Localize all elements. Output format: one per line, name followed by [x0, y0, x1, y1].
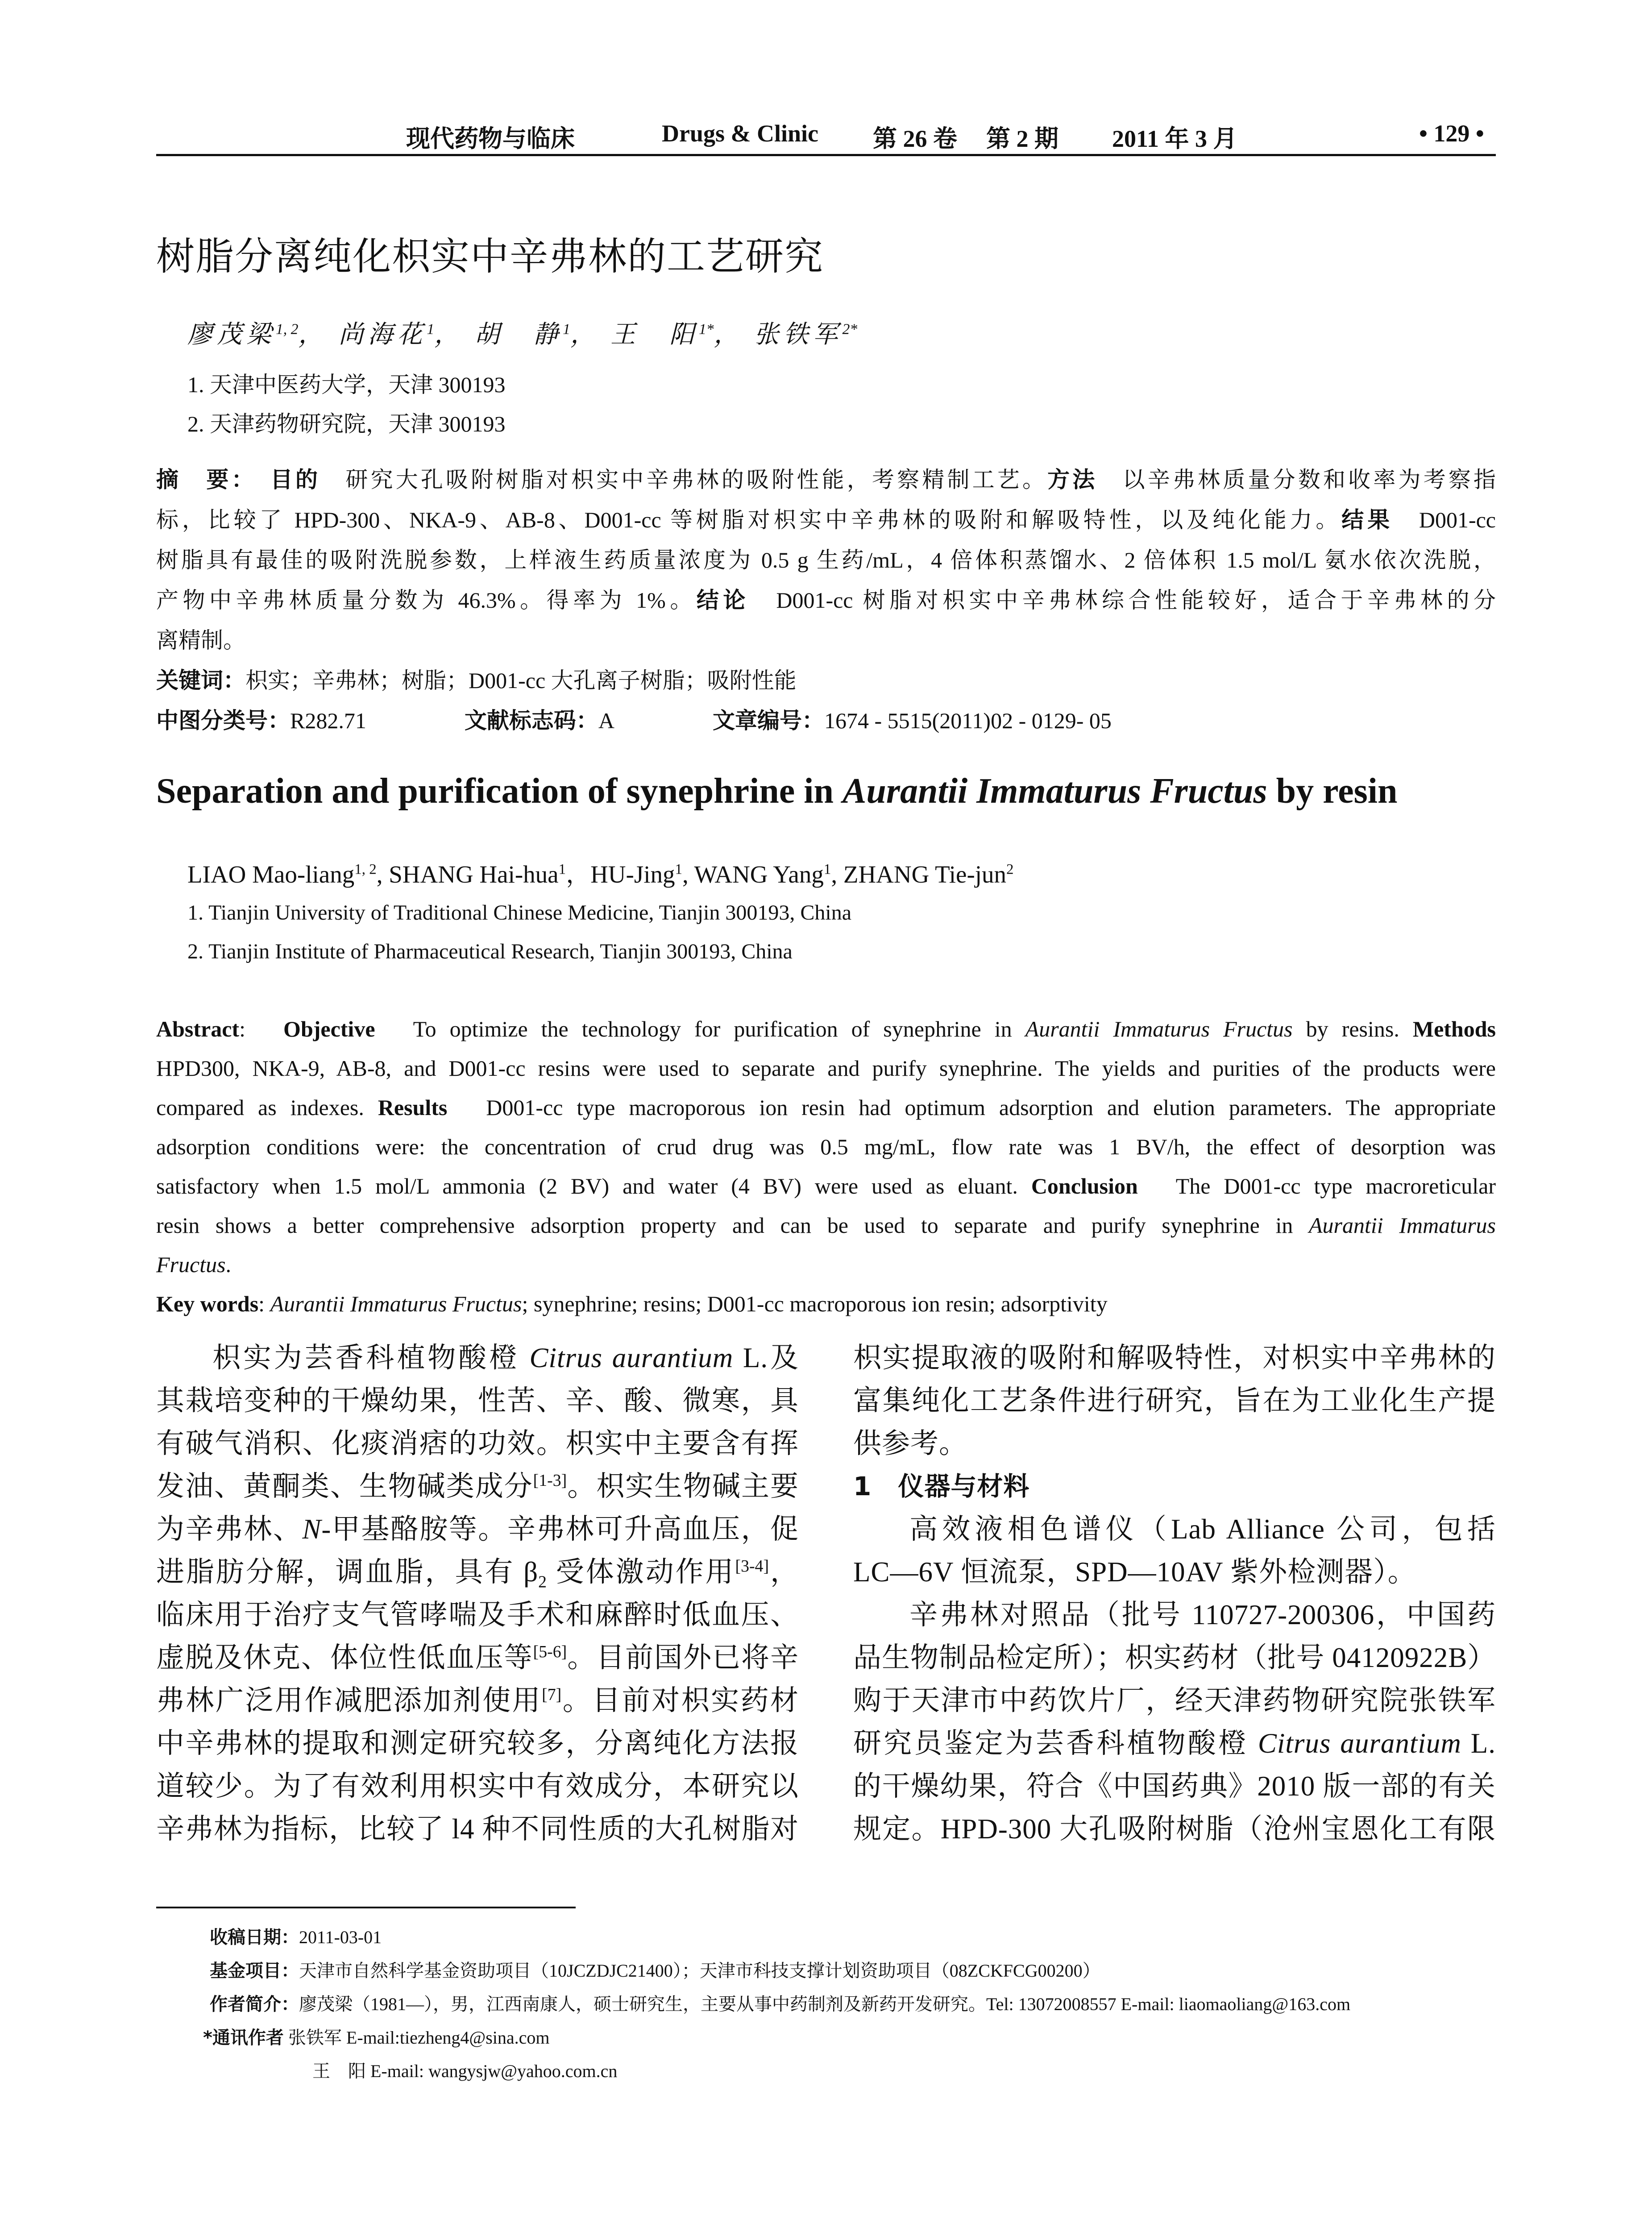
title-en-part: by resin — [1267, 771, 1398, 811]
abstract-en-label: Abstract — [156, 1016, 240, 1041]
subscript: 2 — [538, 1572, 548, 1592]
abstract-en-text: D001-cc type macroporous ion resin had optimum adsorption and elution parameters. The appropriate — [486, 1095, 1496, 1120]
affiliation-en: 1. Tianjin University of Traditional Chinese Medicine, Tianjin 300193, China — [187, 901, 852, 925]
footnote-bio — [210, 1990, 1350, 2015]
author-separator: ， — [434, 321, 464, 348]
title-en-part: Aurantii Immaturus Fructus — [843, 771, 1267, 811]
author-separator: ， — [298, 321, 328, 348]
keywords-text: 枳实；辛弗林；树脂；D001-cc 大孔离子树脂；吸附性能 — [245, 668, 797, 693]
citation: [7] — [542, 1685, 562, 1704]
footnote-text: 廖茂梁（1981—），男，江西南康人，硕士研究生，主要从事中药制剂及新药开发研究。Tel: 13072008557 E-mail: liaomaoliang@163.com — [299, 1994, 1351, 2014]
body-text: 购于天津市中药饮片厂，经天津药物研究院张铁军 — [853, 1685, 1496, 1716]
title-en — [156, 771, 1398, 812]
body-text: Citrus aurantium — [1258, 1728, 1461, 1759]
keywords-en-colon: : — [258, 1291, 270, 1316]
clc-label: 中图分类号： — [156, 708, 290, 734]
body-text: 临床用于治疗支气管哮喘及手术和麻醉时低血压、 — [156, 1599, 799, 1630]
abstract-en-colon: : — [239, 1016, 245, 1041]
citation: [1-3] — [533, 1471, 567, 1490]
body-text: N — [302, 1514, 322, 1545]
abstract-en-text: Fructus — [156, 1252, 226, 1277]
issue: 第 2 期 — [986, 125, 1058, 152]
body-text: 虚脱及休克、体位性低血压等 — [156, 1642, 533, 1673]
author-name: 张铁军 — [754, 321, 843, 348]
body-text: 弗林广泛用作减肥添加剂使用 — [156, 1685, 542, 1716]
author-affil-mark: 1 — [563, 321, 570, 338]
conclusion-label: 结论 — [696, 587, 750, 613]
abstract-en-text: satisfactory when 1.5 mol/L ammonia (2 BV) and water (4 BV) were used as eluant. — [156, 1174, 1031, 1198]
abstract-en — [156, 1009, 1496, 1323]
author-name: , SHANG Hai-hua — [376, 861, 559, 888]
abstract-en-text: Aurantii Immaturus Fructus — [1025, 1016, 1293, 1041]
body-text: L. — [1461, 1728, 1496, 1759]
author-separator: ， — [570, 321, 600, 348]
header-rule — [156, 154, 1496, 156]
footnote-text: 2011-03-01 — [299, 1927, 382, 1947]
citation: [3-4] — [735, 1557, 769, 1576]
keywords-en-text: Aurantii Immaturus Fructus — [270, 1291, 522, 1316]
abstract-cn — [156, 460, 1496, 741]
abstract-en-text: HPD300, NKA-9, AB-8, and D001-cc resins were used to separate and purify synephrine. The yields and purities of the products were — [156, 1056, 1496, 1081]
author-name: , ZHANG Tie-jun — [831, 861, 1007, 888]
affiliation-cn: 2. 天津药物研究院，天津 300193 — [187, 411, 506, 436]
author-affil-mark: 1 — [427, 321, 435, 338]
body-text: 。枳实生物碱主要 — [567, 1471, 799, 1502]
abstract-en-text: adsorption conditions were: the concentration of crud drug was 0.5 mg/mL, flow rate was 1 BV/h, the effect of desorption was — [156, 1134, 1496, 1159]
methods-label-en: Methods — [1412, 1016, 1496, 1041]
body-text: L.及 — [733, 1342, 799, 1373]
results-label: 结果 — [1341, 507, 1393, 533]
results-label-en: Results — [378, 1095, 448, 1120]
body-text: 其栽培变种的干燥幼果，性苦、辛、酸、微寒，具 — [156, 1385, 799, 1416]
body-text: Citrus aurantium — [529, 1342, 734, 1373]
body-text: 中辛弗林的提取和测定研究较多，分离纯化方法报 — [156, 1728, 799, 1759]
abstract-en-text: Aurantii Immaturus — [1309, 1213, 1496, 1238]
body-text: 辛弗林对照品（批号 110727-200306，中国药 — [909, 1599, 1496, 1630]
author-name: 廖茂梁 — [187, 321, 276, 348]
abstract-text: 离精制。 — [156, 628, 245, 653]
author-affil-mark: 1 — [558, 861, 566, 878]
affiliation-cn: 1. 天津中医药大学，天津 300193 — [187, 372, 506, 397]
author-name: LIAO Mao-liang — [187, 861, 355, 888]
abstract-text: 以辛弗林质量分数和收率为考察指 — [1122, 467, 1496, 492]
article-no-value: 1674 - 5515(2011)02 - 0129- 05 — [824, 708, 1112, 733]
body-column-left — [156, 1336, 799, 1850]
body-text: 研究员鉴定为芸香科植物酸橙 — [853, 1728, 1258, 1759]
affiliation-en: 2. Tianjin Institute of Pharmaceutical Research, Tianjin 300193, China — [187, 940, 793, 963]
footnote-corresponding-2: 王 阳 E-mail: wangysjw@yahoo.com.cn — [312, 2061, 618, 2081]
doc-code-value: A — [598, 708, 614, 733]
section-heading: 1 仪器与材料 — [853, 1471, 1030, 1501]
author-affil-mark: 2* — [842, 321, 858, 338]
footnote-label: 收稿日期： — [210, 1927, 299, 1948]
abstract-text: 标，比较了 HPD-300、NKA-9、AB-8、D001-cc 等树脂对枳实中辛弗林的吸附和解吸特性，以及纯化能力。 — [156, 507, 1342, 532]
author-affil-mark: 1* — [698, 321, 714, 338]
author-separator: ， — [714, 321, 743, 348]
body-text: 高效液相色谱仪（Lab Alliance 公司，包括 — [909, 1514, 1496, 1545]
volume: 第 26 卷 — [873, 125, 957, 152]
authors-cn — [187, 315, 857, 350]
footnote-fund — [210, 1957, 1100, 1982]
running-header — [156, 120, 1495, 155]
classification-line — [156, 701, 1496, 741]
abstract-en-text: by resins. — [1292, 1016, 1413, 1041]
abstract-en-text: To optimize the technology for purification of synephrine in — [413, 1016, 1025, 1041]
methods-label: 方法 — [1047, 467, 1098, 493]
body-text: 辛弗林为指标，比较了 l4 种不同性质的大孔树脂对 — [156, 1813, 799, 1845]
body-column-right — [853, 1336, 1496, 1850]
footnote-label: 基金项目： — [210, 1961, 299, 1981]
footnote-text: 天津市自然科学基金资助项目（10JCZDJC21400）；天津市科技支撑计划资助项目（08ZCKFCG00200） — [299, 1961, 1100, 1981]
footnote-corresponding — [203, 2024, 550, 2049]
journal-name-en: Drugs & Clinic — [662, 120, 818, 147]
authors-en — [187, 854, 1014, 890]
abstract-en-text: compared as indexes. — [156, 1095, 378, 1120]
body-text: 为辛弗林、 — [156, 1514, 303, 1545]
page-number: • 129 • — [1419, 120, 1484, 147]
article-no-label: 文章编号： — [712, 708, 824, 734]
body-text: LC—6V 恒流泵，SPD—10AV 紫外检测器）。 — [853, 1556, 1416, 1588]
body-text: -甲基酪胺等。辛弗林可升高血压，促 — [321, 1514, 799, 1545]
body-text: 枳实提取液的吸附和解吸特性，对枳实中辛弗林的 — [853, 1342, 1496, 1373]
author-name: ，HU-Jing — [566, 861, 675, 888]
abstract-text: D001-cc 树脂对枳实中辛弗林综合性能较好，适合于辛弗林的分 — [776, 588, 1496, 613]
objective-label-en: Objective — [283, 1016, 375, 1041]
issue-date: 2011 年 3 月 — [1112, 125, 1237, 152]
author-name: 王 阳 — [610, 321, 699, 348]
body-text: 枳实为芸香科植物酸橙 — [212, 1342, 530, 1373]
abstract-en-text: resin shows a better comprehensive adsorption property and can be used to separate and purify synephrine in — [156, 1213, 1309, 1238]
title-cn: 树脂分离纯化枳实中辛弗林的工艺研究 — [156, 234, 824, 279]
keywords-en-text: ; synephrine; resins; D001-cc macroporous ion resin; adsorptivity — [522, 1291, 1108, 1316]
body-text: 有破气消积、化痰消痞的功效。枳实中主要含有挥 — [156, 1428, 799, 1459]
body-text: 供参考。 — [853, 1428, 967, 1459]
abstract-en-text: The D001-cc type macroreticular — [1175, 1174, 1496, 1198]
abstract-text: D001-cc — [1419, 507, 1496, 532]
body-text: 的干燥幼果，符合《中国药典》2010 版一部的有关 — [853, 1771, 1496, 1802]
footnote-rule — [156, 1907, 576, 1908]
body-text: 受体激动作用 — [547, 1556, 735, 1588]
body-text: 规定。HPD-300 大孔吸附树脂（沧州宝恩化工有限 — [853, 1813, 1496, 1845]
body-text: 发油、黄酮类、生物碱类成分 — [156, 1471, 533, 1502]
keywords-label: 关键词： — [156, 668, 245, 693]
body-text: 品生物制品检定所）；枳实药材（批号 04120922B） — [853, 1642, 1496, 1673]
footnote-received — [210, 1923, 382, 1949]
body-text: 进脂肪分解，调血脂，具有 β — [156, 1556, 539, 1588]
body-text: 道较少。为了有效利用枳实中有效成分，本研究以 — [156, 1771, 799, 1802]
author-affil-mark: 1 — [823, 861, 831, 878]
author-name: 尚海花 — [338, 321, 427, 348]
citation: [5-6] — [533, 1642, 567, 1661]
author-name: 胡 静 — [474, 321, 563, 348]
footnote-label: 作者简介： — [210, 1994, 299, 2015]
journal-name-cn: 现代药物与临床 — [406, 124, 575, 153]
author-affil-mark: 2 — [1006, 861, 1014, 878]
body-text: ， — [769, 1556, 799, 1588]
author-name: , WANG Yang — [682, 861, 824, 888]
title-en-part: Separation and purification of synephrine in — [156, 771, 843, 811]
doc-code-label: 文献标志码： — [464, 708, 598, 734]
abstract-en-text: . — [225, 1252, 232, 1277]
conclusion-label-en: Conclusion — [1031, 1174, 1138, 1198]
clc-value: R282.71 — [290, 708, 366, 733]
body-text: 。目前国外已将辛 — [567, 1642, 799, 1673]
abstract-text: 产物中辛弗林质量分数为 46.3%。得率为 1%。 — [156, 588, 697, 613]
footnote-label: *通讯作者 — [203, 2028, 284, 2048]
author-affil-mark: 1, 2 — [354, 861, 377, 878]
keywords-en-label: Key words — [156, 1291, 259, 1316]
author-affil-mark: 1 — [675, 861, 683, 878]
abstract-text: 树脂具有最佳的吸附洗脱参数，上样液生药质量浓度为 0.5 g 生药/mL，4 倍体积蒸馏水、2 倍体积 1.5 mol/L 氨水依次洗脱， — [156, 547, 1496, 572]
abstract-label: 摘 要： — [156, 467, 245, 493]
body-text: 富集纯化工艺条件进行研究，旨在为工业化生产提 — [853, 1385, 1496, 1416]
author-affil-mark: 1, 2 — [276, 321, 299, 338]
abstract-text: 研究大孔吸附树脂对枳实中辛弗林的吸附性能，考察精制工艺。 — [345, 467, 1048, 492]
objective-label: 目的 — [270, 467, 321, 493]
body-text: 。目前对枳实药材 — [561, 1685, 799, 1716]
footnote-text: 张铁军 E-mail:tiezheng4@sina.com — [288, 2028, 550, 2048]
